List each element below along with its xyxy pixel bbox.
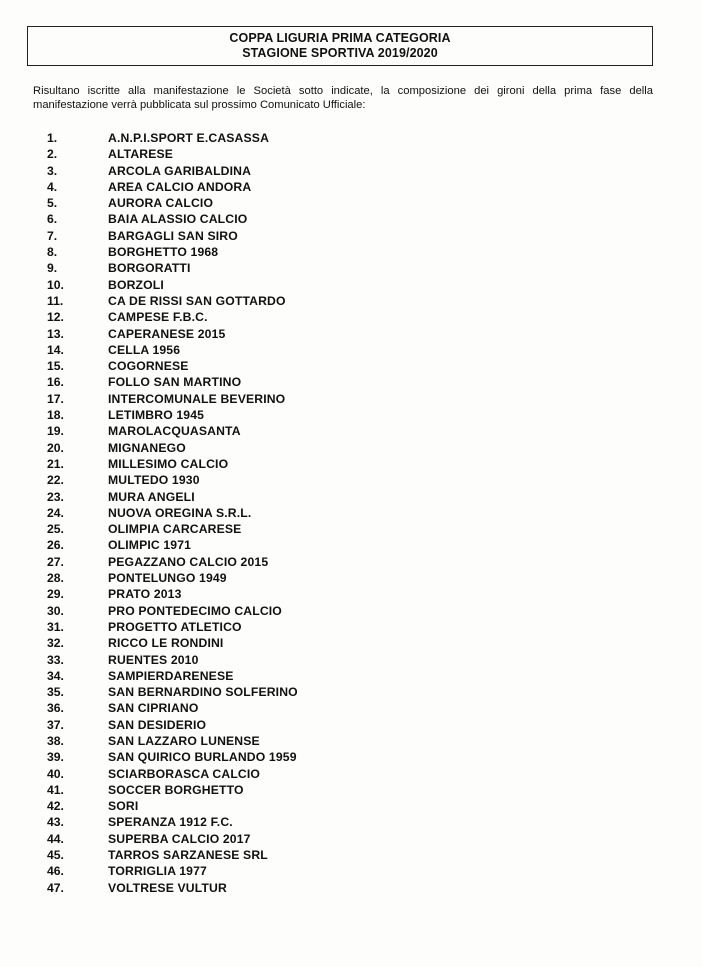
list-item xyxy=(0,407,702,423)
item-number: 39. xyxy=(47,750,64,765)
item-number: 43. xyxy=(47,815,64,830)
list-item xyxy=(0,163,702,179)
list-item xyxy=(0,244,702,260)
item-number: 37. xyxy=(47,717,64,732)
list-item xyxy=(0,489,702,505)
team-name: BORGHETTO 1968 xyxy=(108,245,219,260)
intro-paragraph: Risultano iscritte alla manifestazione le Società sotto indicate, la composizione dei gironi della prima fase della manifestazione verrà pubblicata sul prossimo Comunicato Ufficiale: xyxy=(33,85,653,111)
list-item xyxy=(0,684,702,700)
item-number: 15. xyxy=(47,359,64,374)
item-number: 22. xyxy=(47,473,64,488)
team-name: SCIARBORASCA CALCIO xyxy=(108,766,261,781)
list-item xyxy=(0,880,702,896)
team-name: BAIA ALASSIO CALCIO xyxy=(108,212,248,227)
item-number: 17. xyxy=(47,391,64,406)
item-number: 28. xyxy=(47,571,64,586)
team-name: PONTELUNGO 1949 xyxy=(108,571,227,586)
title-box xyxy=(27,26,653,66)
item-number: 24. xyxy=(47,505,64,520)
team-name: CELLA 1956 xyxy=(108,342,181,357)
item-number: 42. xyxy=(47,799,64,814)
title-line-2: STAGIONE SPORTIVA 2019/2020 xyxy=(242,46,438,60)
team-name: AREA CALCIO ANDORA xyxy=(108,179,252,194)
list-item xyxy=(0,863,702,879)
team-name: VOLTRESE VULTUR xyxy=(108,880,227,895)
team-name: MILLESIMO CALCIO xyxy=(108,456,229,471)
list-item xyxy=(0,766,702,782)
title-line-1: COPPA LIGURIA PRIMA CATEGORIA xyxy=(229,31,451,45)
team-name: TARROS SARZANESE SRL xyxy=(108,848,268,863)
item-number: 29. xyxy=(47,587,64,602)
list-item xyxy=(0,293,702,309)
item-number: 23. xyxy=(47,489,64,504)
team-name: RUENTES 2010 xyxy=(108,652,199,667)
item-number: 40. xyxy=(47,766,64,781)
team-name: INTERCOMUNALE BEVERINO xyxy=(108,391,286,406)
item-number: 47. xyxy=(47,880,64,895)
item-number: 21. xyxy=(47,456,64,471)
list-item xyxy=(0,586,702,602)
list-item xyxy=(0,652,702,668)
item-number: 18. xyxy=(47,408,64,423)
item-number: 13. xyxy=(47,326,64,341)
list-item xyxy=(0,505,702,521)
item-number: 27. xyxy=(47,554,64,569)
list-item xyxy=(0,228,702,244)
team-name: RICCO LE RONDINI xyxy=(108,636,224,651)
team-name: COGORNESE xyxy=(108,359,189,374)
item-number: 1. xyxy=(47,131,58,145)
list-item xyxy=(0,733,702,749)
item-number: 19. xyxy=(47,424,64,439)
item-number: 41. xyxy=(47,782,64,797)
list-item xyxy=(0,831,702,847)
list-item xyxy=(0,814,702,830)
team-name: BARGAGLI SAN SIRO xyxy=(108,228,238,243)
team-name: SOCCER BORGHETTO xyxy=(108,782,244,797)
team-name: SAN BERNARDINO SOLFERINO xyxy=(108,685,298,700)
list-item xyxy=(0,668,702,684)
list-item xyxy=(0,326,702,342)
list-item xyxy=(0,342,702,358)
team-name: SUPERBA CALCIO 2017 xyxy=(108,831,251,846)
item-number: 4. xyxy=(47,179,58,194)
item-number: 44. xyxy=(47,831,64,846)
team-name: SPERANZA 1912 F.C. xyxy=(108,815,233,830)
team-name: A.N.P.I.SPORT E.CASASSA xyxy=(108,131,270,145)
list-item xyxy=(0,260,702,276)
item-number: 6. xyxy=(47,212,58,227)
item-number: 2. xyxy=(47,147,58,162)
list-item xyxy=(0,358,702,374)
team-name: MIGNANEGO xyxy=(108,440,186,455)
list-item xyxy=(0,391,702,407)
team-name: SAN QUIRICO BURLANDO 1959 xyxy=(108,750,297,765)
item-number: 11. xyxy=(47,293,64,308)
list-item xyxy=(0,619,702,635)
list-item xyxy=(0,537,702,553)
item-number: 36. xyxy=(47,701,64,716)
item-number: 35. xyxy=(47,685,64,700)
team-name: LETIMBRO 1945 xyxy=(108,408,205,423)
item-number: 45. xyxy=(47,848,64,863)
team-name: SAMPIERDARENESE xyxy=(108,668,234,683)
item-number: 10. xyxy=(47,277,64,292)
list-item xyxy=(0,635,702,651)
team-name: OLIMPIA CARCARESE xyxy=(108,522,242,537)
list-item xyxy=(0,717,702,733)
item-number: 30. xyxy=(47,603,64,618)
list-item xyxy=(0,570,702,586)
team-name: PRO PONTEDECIMO CALCIO xyxy=(108,603,282,618)
list-item xyxy=(0,146,702,162)
list-item xyxy=(0,179,702,195)
item-number: 14. xyxy=(47,342,64,357)
item-number: 31. xyxy=(47,619,64,634)
team-name: TORRIGLIA 1977 xyxy=(108,864,207,879)
list-item xyxy=(0,847,702,863)
team-name: SAN CIPRIANO xyxy=(108,701,199,716)
team-name: FOLLO SAN MARTINO xyxy=(108,375,242,390)
team-name: OLIMPIC 1971 xyxy=(108,538,192,553)
list-item xyxy=(0,456,702,472)
list-item xyxy=(0,603,702,619)
team-name: AURORA CALCIO xyxy=(108,196,214,211)
list-item xyxy=(0,472,702,488)
list-item xyxy=(0,440,702,456)
team-name: PEGAZZANO CALCIO 2015 xyxy=(108,554,269,569)
team-name: CAMPESE F.B.C. xyxy=(108,310,208,325)
team-name: CA DE RISSI SAN GOTTARDO xyxy=(108,293,286,308)
item-number: 32. xyxy=(47,636,64,651)
team-name: MURA ANGELI xyxy=(108,489,195,504)
team-name: PRATO 2013 xyxy=(108,587,182,602)
item-number: 7. xyxy=(47,228,58,243)
item-number: 33. xyxy=(47,652,64,667)
item-number: 20. xyxy=(47,440,64,455)
list-item xyxy=(0,130,702,146)
team-list xyxy=(0,130,702,896)
item-number: 38. xyxy=(47,733,64,748)
list-item xyxy=(0,211,702,227)
list-item xyxy=(0,798,702,814)
list-item xyxy=(0,700,702,716)
list-item xyxy=(0,749,702,765)
item-number: 8. xyxy=(47,245,58,260)
item-number: 12. xyxy=(47,310,64,325)
team-name: BORZOLI xyxy=(108,277,164,292)
team-name: SORI xyxy=(108,799,139,814)
list-item xyxy=(0,195,702,211)
list-item xyxy=(0,277,702,293)
team-name: NUOVA OREGINA S.R.L. xyxy=(108,505,252,520)
list-item xyxy=(0,521,702,537)
team-name: SAN DESIDERIO xyxy=(108,717,207,732)
team-name: BORGORATTI xyxy=(108,261,191,276)
item-number: 5. xyxy=(47,196,58,211)
list-item xyxy=(0,309,702,325)
team-name: MAROLACQUASANTA xyxy=(108,424,241,439)
team-name: PROGETTO ATLETICO xyxy=(108,619,242,634)
team-name: SAN LAZZARO LUNENSE xyxy=(108,733,260,748)
list-item xyxy=(0,782,702,798)
item-number: 25. xyxy=(47,522,64,537)
team-name: MULTEDO 1930 xyxy=(108,473,200,488)
item-number: 34. xyxy=(47,668,64,683)
list-item xyxy=(0,374,702,390)
team-name: CAPERANESE 2015 xyxy=(108,326,226,341)
team-name: ALTARESE xyxy=(108,147,174,162)
item-number: 9. xyxy=(47,261,58,276)
item-number: 16. xyxy=(47,375,64,390)
list-item xyxy=(0,423,702,439)
item-number: 46. xyxy=(47,864,64,879)
team-name: ARCOLA GARIBALDINA xyxy=(108,163,252,178)
item-number: 3. xyxy=(47,163,58,178)
item-number: 26. xyxy=(47,538,64,553)
list-item xyxy=(0,554,702,570)
